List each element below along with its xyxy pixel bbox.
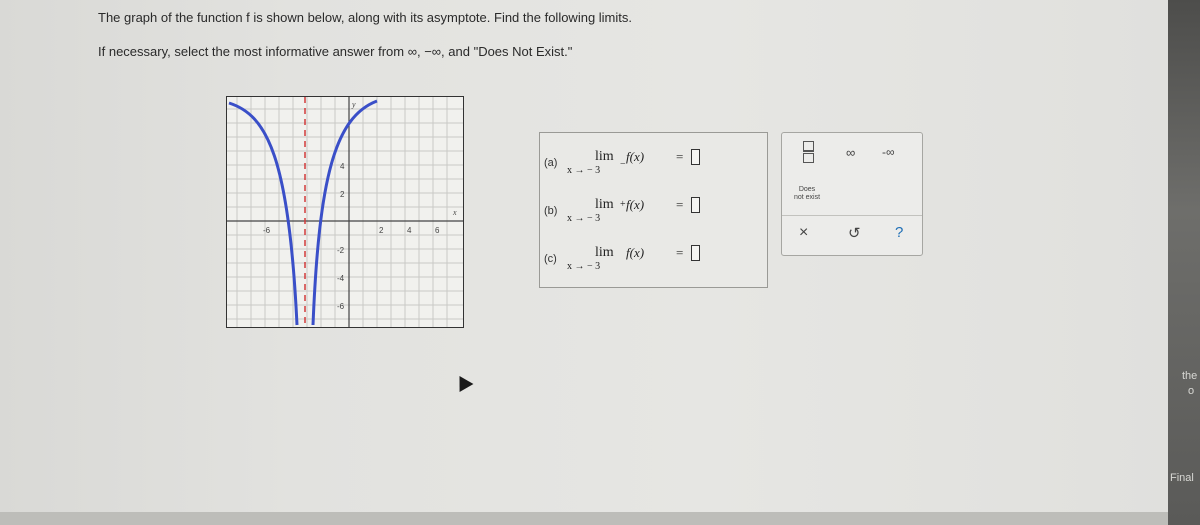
lim-text: lim <box>595 197 614 212</box>
side-text-c: Final <box>1170 472 1194 484</box>
function-text: f(x) <box>626 245 645 260</box>
x-tick-label: -6 <box>263 226 271 235</box>
left-branch-curve <box>229 103 297 325</box>
x-tick-label: 2 <box>379 226 384 235</box>
fraction-bar-icon <box>803 151 814 152</box>
clear-icon[interactable]: × <box>799 224 809 241</box>
limit-label: (b) <box>544 205 558 217</box>
dne-line-1: Does <box>798 186 816 193</box>
undo-icon[interactable]: ↺ <box>848 225 861 242</box>
approach-value: x → − 3 <box>567 213 601 224</box>
bottom-edge <box>0 512 1178 525</box>
approach-value: x → − 3 <box>567 261 601 272</box>
x-axis-label: x <box>453 208 457 217</box>
lim-text: lim <box>595 149 614 164</box>
help-icon[interactable]: ? <box>895 224 904 241</box>
instruction-line-2: If necessary, select the most informative answer from ∞, −∞, and "Does Not Exist." <box>98 44 573 59</box>
limit-row-c <box>540 239 767 279</box>
negative-infinity-button[interactable]: -∞ <box>882 145 895 159</box>
side-text-a: the <box>1182 370 1198 382</box>
y-tick-label: -2 <box>337 246 345 255</box>
x-tick-label: 6 <box>435 226 440 235</box>
limit-row-a <box>540 143 767 183</box>
side-indicator: − <box>620 159 626 170</box>
x-tick-label: 4 <box>407 226 412 235</box>
y-tick-label: 2 <box>340 190 345 199</box>
y-tick-label: -4 <box>337 274 345 283</box>
infinity-button[interactable]: ∞ <box>846 145 856 160</box>
denominator-icon <box>803 153 814 163</box>
approach-value: x → − 3 <box>567 165 601 176</box>
side-panel-edge <box>1168 0 1200 525</box>
equals-sign: = <box>676 245 684 260</box>
y-tick-label: 4 <box>340 162 345 171</box>
numerator-icon <box>803 141 814 151</box>
equals-sign: = <box>676 149 684 164</box>
y-tick-label: -6 <box>337 302 345 311</box>
mouse-cursor-icon <box>453 372 474 392</box>
palette-divider <box>782 215 922 216</box>
limit-label: (a) <box>544 157 558 169</box>
answer-input-a[interactable] <box>691 149 700 165</box>
answer-input-b[interactable] <box>691 197 700 213</box>
dne-line-2: not exist <box>793 194 821 201</box>
y-axis-label: y <box>352 100 356 109</box>
function-text: f(x) <box>626 197 645 212</box>
fraction-button[interactable] <box>803 141 813 163</box>
approach-text <box>567 213 600 224</box>
function-graph <box>226 96 464 328</box>
approach-text <box>567 165 600 176</box>
limits-answer-box <box>539 132 768 288</box>
answer-input-c[interactable] <box>691 245 700 261</box>
side-text-b: o <box>1188 385 1195 397</box>
limit-label: (c) <box>544 253 557 265</box>
answer-palette <box>781 132 923 256</box>
limit-row-b <box>540 191 767 231</box>
function-text: f(x) <box>626 149 645 164</box>
equals-sign: = <box>676 197 684 212</box>
does-not-exist-button[interactable] <box>786 186 828 202</box>
graph-svg <box>227 97 463 327</box>
lim-text: lim <box>595 245 614 260</box>
side-indicator: + <box>620 199 626 210</box>
approach-text <box>567 261 600 272</box>
instruction-line-1: The graph of the function f is shown below, along with its asymptote. Find the following limits. <box>98 10 632 25</box>
